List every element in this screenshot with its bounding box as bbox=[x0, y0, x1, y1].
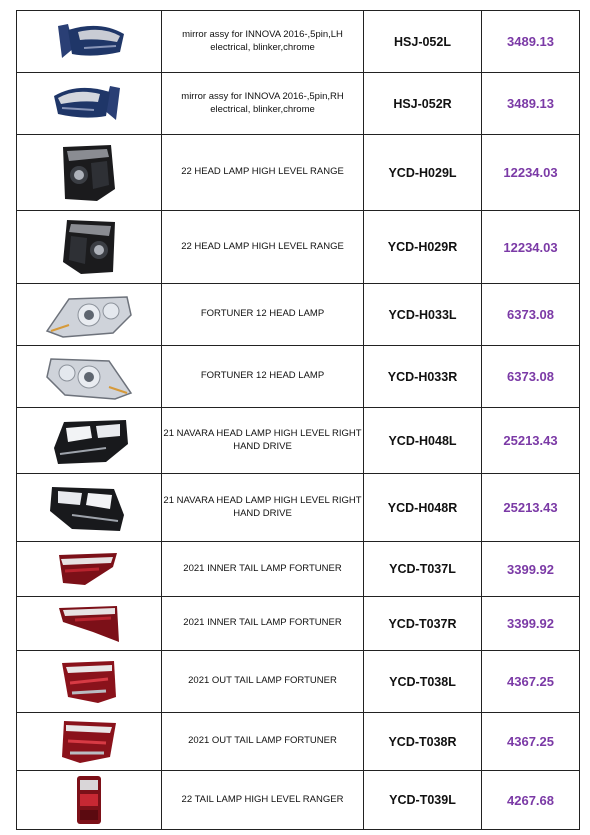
product-image-cell bbox=[17, 11, 162, 73]
product-description: 2021 INNER TAIL LAMP FORTUNER bbox=[162, 597, 364, 651]
product-price: 12234.03 bbox=[482, 211, 580, 284]
product-price: 3489.13 bbox=[482, 11, 580, 73]
product-code: YCD-T039L bbox=[364, 771, 482, 830]
head-lamp-icon bbox=[57, 141, 121, 205]
product-image-cell bbox=[17, 651, 162, 713]
product-price: 12234.03 bbox=[482, 135, 580, 211]
product-description: 2021 OUT TAIL LAMP FORTUNER bbox=[162, 651, 364, 713]
product-code: YCD-H029L bbox=[364, 135, 482, 211]
product-code: YCD-H033R bbox=[364, 346, 482, 408]
product-code: YCD-T038L bbox=[364, 651, 482, 713]
tail-lamp-icon bbox=[58, 717, 120, 767]
product-description: mirror assy for INNOVA 2016-,5pin,LH electrical, blinker,chrome bbox=[162, 11, 364, 73]
tail-lamp-icon bbox=[55, 549, 123, 589]
table-row bbox=[17, 73, 580, 135]
product-price: 25213.43 bbox=[482, 474, 580, 542]
table-row bbox=[17, 542, 580, 597]
head-lamp-icon bbox=[46, 481, 132, 535]
head-lamp-icon bbox=[57, 216, 121, 278]
product-image-cell bbox=[17, 346, 162, 408]
table-row bbox=[17, 771, 580, 830]
tail-lamp-icon bbox=[58, 657, 120, 707]
tail-lamp-icon bbox=[71, 774, 107, 826]
head-lamp-icon bbox=[43, 353, 135, 401]
product-description: 21 NAVARA HEAD LAMP HIGH LEVEL RIGHT HAND DRIVE bbox=[162, 474, 364, 542]
product-price: 3399.92 bbox=[482, 542, 580, 597]
product-image-cell bbox=[17, 474, 162, 542]
product-price: 6373.08 bbox=[482, 346, 580, 408]
product-description: 22 HEAD LAMP HIGH LEVEL RANGE bbox=[162, 135, 364, 211]
product-image-cell bbox=[17, 408, 162, 474]
table-row bbox=[17, 408, 580, 474]
table-row bbox=[17, 651, 580, 713]
product-description: FORTUNER 12 HEAD LAMP bbox=[162, 284, 364, 346]
table-row bbox=[17, 597, 580, 651]
head-lamp-icon bbox=[46, 414, 132, 468]
product-image-cell bbox=[17, 73, 162, 135]
product-price: 4367.25 bbox=[482, 651, 580, 713]
product-price: 3399.92 bbox=[482, 597, 580, 651]
product-code: YCD-H048L bbox=[364, 408, 482, 474]
side-mirror-icon bbox=[44, 18, 134, 66]
side-mirror-icon bbox=[44, 80, 134, 128]
product-price: 4367.25 bbox=[482, 713, 580, 771]
product-description: 2021 OUT TAIL LAMP FORTUNER bbox=[162, 713, 364, 771]
product-code: YCD-H033L bbox=[364, 284, 482, 346]
product-code: YCD-H029R bbox=[364, 211, 482, 284]
product-code: HSJ-052R bbox=[364, 73, 482, 135]
product-image-cell bbox=[17, 597, 162, 651]
product-description: 22 TAIL LAMP HIGH LEVEL RANGER bbox=[162, 771, 364, 830]
product-code: YCD-T038R bbox=[364, 713, 482, 771]
table-row bbox=[17, 713, 580, 771]
table-row bbox=[17, 346, 580, 408]
product-description: 22 HEAD LAMP HIGH LEVEL RANGE bbox=[162, 211, 364, 284]
product-price: 6373.08 bbox=[482, 284, 580, 346]
product-price: 4267.68 bbox=[482, 771, 580, 830]
tail-lamp-icon bbox=[55, 602, 123, 646]
product-image-cell bbox=[17, 135, 162, 211]
product-image-cell bbox=[17, 284, 162, 346]
product-price-table bbox=[16, 10, 580, 830]
product-description: FORTUNER 12 HEAD LAMP bbox=[162, 346, 364, 408]
product-price: 25213.43 bbox=[482, 408, 580, 474]
head-lamp-icon bbox=[43, 291, 135, 339]
product-code: HSJ-052L bbox=[364, 11, 482, 73]
product-description: mirror assy for INNOVA 2016-,5pin,RH electrical, blinker,chrome bbox=[162, 73, 364, 135]
product-image-cell bbox=[17, 211, 162, 284]
product-image-cell bbox=[17, 542, 162, 597]
table-row bbox=[17, 474, 580, 542]
product-price: 3489.13 bbox=[482, 73, 580, 135]
product-description: 2021 INNER TAIL LAMP FORTUNER bbox=[162, 542, 364, 597]
table-row bbox=[17, 11, 580, 73]
product-image-cell bbox=[17, 713, 162, 771]
table-row bbox=[17, 211, 580, 284]
table-row bbox=[17, 284, 580, 346]
table-row bbox=[17, 135, 580, 211]
product-code: YCD-H048R bbox=[364, 474, 482, 542]
product-code: YCD-T037R bbox=[364, 597, 482, 651]
product-image-cell bbox=[17, 771, 162, 830]
product-description: 21 NAVARA HEAD LAMP HIGH LEVEL RIGHT HAND DRIVE bbox=[162, 408, 364, 474]
product-code: YCD-T037L bbox=[364, 542, 482, 597]
